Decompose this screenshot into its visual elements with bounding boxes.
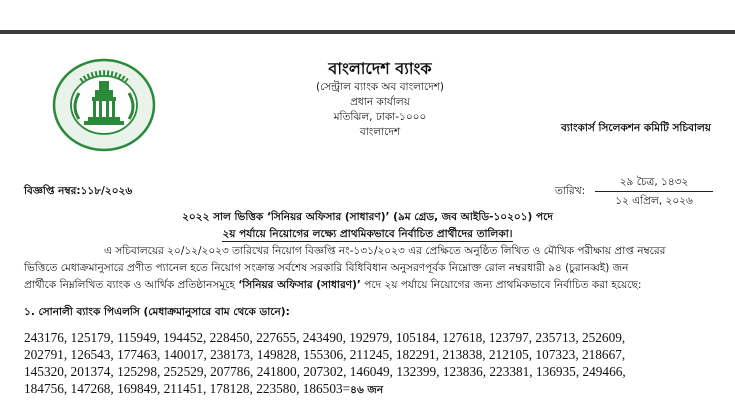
paragraph-line3-post-title: ‘সিনিয়র অফিসার (সাধারণ)’ <box>238 279 361 291</box>
bangladesh-bank-emblem-icon <box>51 57 157 153</box>
date-english: ১২ এপ্রিল, ২০২৬ <box>615 195 693 207</box>
bank-name: বাংলাদেশ ব্যাংক <box>328 59 432 78</box>
roll-row: 202791, 126543, 177463, 140017, 238173, 149828, 155306, 211245, 182291, 213838, 212105, 107323, 218667, <box>24 347 626 362</box>
date-block <box>595 175 713 209</box>
letterhead <box>270 58 490 140</box>
notice-paragraph <box>24 243 714 294</box>
date-label: তারিখ: <box>555 185 586 197</box>
roll-total-count: ৪৬ জন <box>350 384 384 396</box>
notice-title-line1: ২০২২ সাল ভিত্তিক ‘সিনিয়র অফিসার (সাধারণ)’ (৯ম গ্রেড, জব আইডি-১০২০১) পদে <box>182 211 553 223</box>
date-bengali: ২৯ চৈত্র, ১৪৩২ <box>595 175 713 192</box>
country-name: বাংলাদেশ <box>359 126 401 138</box>
bank-subtitle: (সেন্ট্রাল ব্যাংক অব বাংলাদেশ) <box>315 81 445 93</box>
office-address: মতিঝিল, ঢাকা-১০০০ <box>333 111 427 123</box>
roll-number-list <box>24 329 724 399</box>
roll-row-last <box>24 380 724 399</box>
notice-title-line2-wrapper <box>0 227 735 244</box>
paragraph-line1: এ সচিবালয়ের ২০/১২/২০২৩ তারিখের নিয়োগ বিজ্ঞপ্তি নং-১৩১/২০২৩ এর প্রেক্ষিতে অনুষ্ঠিত লিখিত ও মৌখিক পরীক্ষায় প্রাপ্ত নম্বরের <box>104 245 666 257</box>
office-name: প্রধান কার্যালয় <box>350 96 410 108</box>
roll-row: 145320, 201374, 125298, 252529, 207786, 241800, 207302, 146049, 132399, 123836, 223381, 136935, 249466, <box>24 364 626 379</box>
secretariat-name: ব্যাংকার্স সিলেকশন কমিটি সচিবালয় <box>561 122 711 134</box>
paragraph-line3-pre: প্রার্থীকে নিম্নলিখিত ব্যাংক ও আর্থিক প্রতিষ্ঠানসমূহে <box>24 279 239 291</box>
notice-title-line2: ২য় পর্যায়ে নিয়োগের লক্ষ্যে প্রাথমিকভাবে নির্বাচিত প্রার্থীদের তালিকা। <box>222 228 513 240</box>
top-border-bar <box>0 30 735 34</box>
paragraph-line2: ভিত্তিতে মেধাক্রমানুসারে প্রণীত প্যানেল হতে নিয়োগ সংক্রান্ত সর্বশেষ সরকারি বিধিবিধান অনুসরণপূর্বক নিম্নোক্ত রোল নম্বরধারী ৯৪ (চুরানব্বই) জন <box>24 262 629 274</box>
notice-number: বিজ্ঞপ্তি নম্বর:১১৮/২০২৬ <box>24 185 133 197</box>
bangladesh-bank-logo <box>51 57 157 153</box>
section-title: ১. সোনালী ব্যাংক পিএলসি (মেধাক্রমানুসারে বাম থেকে ডানে): <box>24 306 290 318</box>
paragraph-line3-post: পদে ২য় পর্যায়ে নিয়োগের জন্য প্রাথমিকভাবে নির্বাচিত করা হয়েছে: <box>360 279 642 291</box>
roll-row-last-text: 184756, 147268, 169849, 211451, 178128, 223580, 186503= <box>24 381 351 396</box>
roll-row: 243176, 125179, 115949, 194452, 228450, 227655, 243490, 192979, 105184, 127618, 123797, 235713, 252609, <box>24 330 626 345</box>
paragraph-line3 <box>24 277 714 294</box>
